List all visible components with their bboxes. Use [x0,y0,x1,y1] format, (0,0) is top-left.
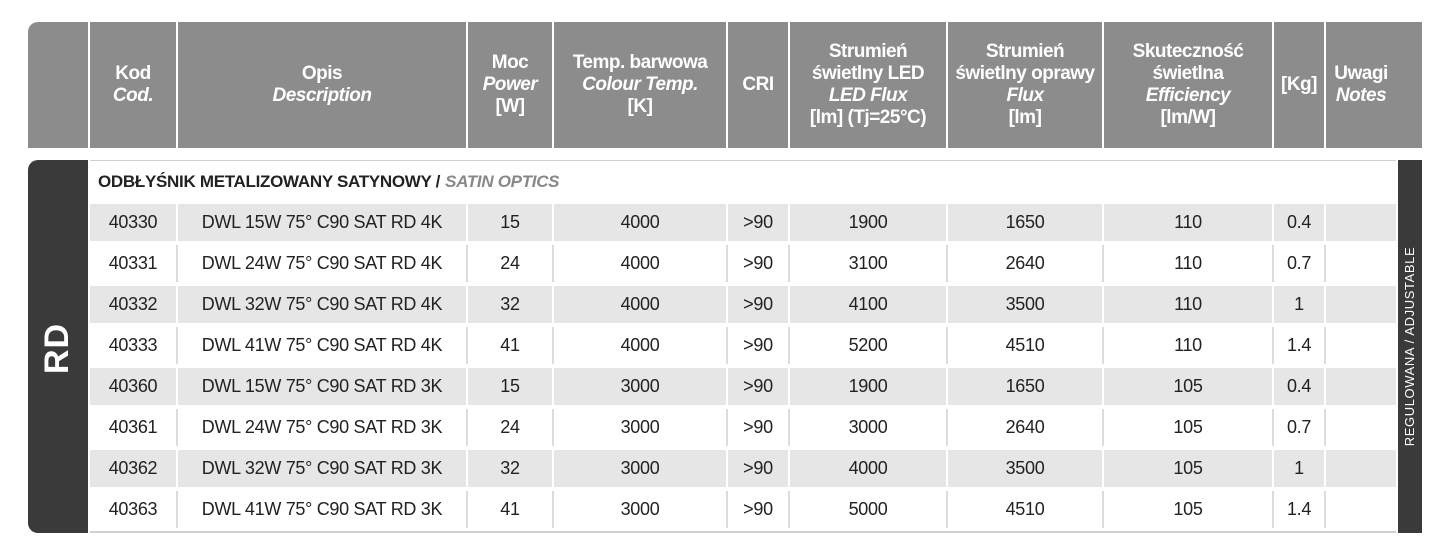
cell-notes [1324,409,1396,446]
header-power: Moc Power [W] [466,22,552,148]
cell-kod: 40331 [108,253,158,273]
cell-opis: DWL 15W 75° C90 SAT RD 3K [176,368,466,405]
cell-flux: 4510 [946,491,1102,528]
cell-eff: 105 [1102,409,1272,446]
cell-notes [1324,204,1396,241]
cell-eff: 110 [1102,327,1272,364]
cell-eff: 105 [1102,450,1272,487]
table-row [90,243,1396,282]
cell-opis: DWL 41W 75° C90 SAT RD 4K [176,327,466,364]
cell-flux: 2640 [946,245,1102,282]
cell-temp: 3000 [552,409,726,446]
cell-led-flux: 4100 [788,286,946,323]
cell-notes [1324,286,1396,323]
table-row [90,284,1396,323]
cell-flux: 1650 [946,368,1102,405]
cell-flux: 3500 [946,286,1102,323]
series-logo: RD [38,322,77,374]
cell-temp: 4000 [552,204,726,241]
cell-led-flux: 5000 [788,491,946,528]
cell-cri: >90 [726,368,788,405]
cell-eff: 105 [1102,491,1272,528]
cell-cri: >90 [726,327,788,364]
cell-kod: 40332 [108,294,158,314]
section-subtitle-text: SATIN OPTICS [445,171,560,191]
cell-led-flux: 1900 [788,368,946,405]
cell-opis: DWL 15W 75° C90 SAT RD 4K [176,204,466,241]
cell-flux: 2640 [946,409,1102,446]
section-title [90,160,1396,202]
cell-led-flux: 1900 [788,204,946,241]
cell-kod: 40361 [108,417,158,437]
cell-opis: DWL 32W 75° C90 SAT RD 3K [176,450,466,487]
cell-kg: 1 [1272,286,1324,323]
header-flux: Strumień świetlny oprawy Flux [lm] [946,22,1102,148]
header-colour-temp: Temp. barwowa Colour Temp. [K] [552,22,726,148]
header-cri: CRI [726,22,788,148]
cell-kod: 40362 [108,458,158,478]
cell-opis: DWL 41W 75° C90 SAT RD 3K [176,491,466,528]
header-weight: [Kg] [1272,22,1324,148]
cell-kg: 1.4 [1272,327,1324,364]
cell-cri: >90 [726,450,788,487]
cell-moc: 24 [466,245,552,282]
cell-moc: 41 [466,491,552,528]
cell-moc: 15 [466,204,552,241]
cell-eff: 105 [1102,368,1272,405]
cell-temp: 3000 [552,368,726,405]
cell-moc: 41 [466,327,552,364]
table-row [90,325,1396,364]
cell-notes [1324,491,1396,528]
cell-flux: 4510 [946,327,1102,364]
cell-opis: DWL 32W 75° C90 SAT RD 4K [176,286,466,323]
cell-opis: DWL 24W 75° C90 SAT RD 4K [176,245,466,282]
table-row [90,489,1396,528]
cell-kg: 1 [1272,450,1324,487]
cell-temp: 4000 [552,245,726,282]
cell-notes [1324,245,1396,282]
cell-notes [1324,327,1396,364]
adjustable-label: REGULOWANA / ADJUSTABLE [1402,246,1418,447]
cell-eff: 110 [1102,245,1272,282]
cell-moc: 15 [466,368,552,405]
cell-kod: 40363 [108,499,158,519]
table-row [90,366,1396,405]
cell-kod: 40330 [108,212,158,232]
cell-kg: 0.4 [1272,204,1324,241]
cell-kod: 40360 [108,376,158,396]
cell-temp: 4000 [552,286,726,323]
cell-cri: >90 [726,245,788,282]
cell-led-flux: 5200 [788,327,946,364]
cell-moc: 24 [466,409,552,446]
table-row [90,202,1396,241]
cell-notes [1324,450,1396,487]
cell-eff: 110 [1102,204,1272,241]
header-efficiency: Skuteczność świetlna Efficiency [lm/W] [1102,22,1272,148]
cell-temp: 3000 [552,450,726,487]
cell-temp: 4000 [552,327,726,364]
cell-led-flux: 4000 [788,450,946,487]
table-bottom-border [90,531,1396,533]
cell-opis: DWL 24W 75° C90 SAT RD 3K [176,409,466,446]
cell-kg: 0.7 [1272,245,1324,282]
cell-kg: 0.7 [1272,409,1324,446]
header-code: Kod Cod. [88,22,176,148]
cell-flux: 3500 [946,450,1102,487]
cell-cri: >90 [726,204,788,241]
header-notes: Uwagi Notes [1324,22,1396,148]
header-led-flux: Strumień świetlny LED LED Flux [lm] (Tj=25°C) [788,22,946,148]
cell-kg: 0.4 [1272,368,1324,405]
cell-moc: 32 [466,286,552,323]
cell-cri: >90 [726,286,788,323]
cell-cri: >90 [726,409,788,446]
table-row [90,407,1396,446]
cell-kg: 1.4 [1272,491,1324,528]
cell-notes [1324,368,1396,405]
cell-kod: 40333 [108,335,158,355]
table-row [90,448,1396,487]
cell-eff: 110 [1102,286,1272,323]
cell-led-flux: 3000 [788,409,946,446]
header-description: Opis Description [176,22,466,148]
cell-moc: 32 [466,450,552,487]
cell-flux: 1650 [946,204,1102,241]
cell-temp: 3000 [552,491,726,528]
section-title-text: ODBŁYŚNIK METALIZOWANY SATYNOWY / [98,171,441,191]
cell-cri: >90 [726,491,788,528]
cell-led-flux: 3100 [788,245,946,282]
